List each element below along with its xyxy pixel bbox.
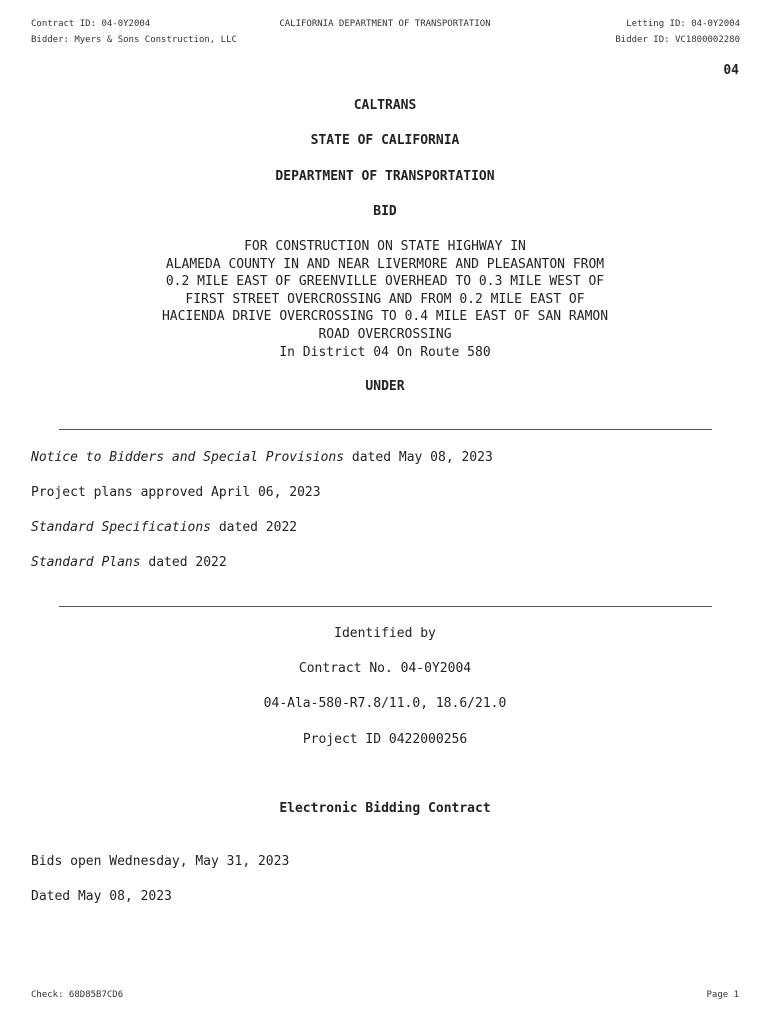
std-specs-date: dated 2022 <box>211 520 298 535</box>
divider <box>59 429 712 430</box>
description-line: FIRST STREET OVERCROSSING AND FROM 0.2 MILE EAST OF <box>185 291 585 307</box>
plans-reference: Project plans approved April 06, 2023 <box>31 485 321 500</box>
std-plans-date: dated 2022 <box>140 555 227 570</box>
bids-open-date: Bids open Wednesday, May 31, 2023 <box>31 854 290 869</box>
dated-line: Dated May 08, 2023 <box>31 889 172 904</box>
description-line: FOR CONSTRUCTION ON STATE HIGHWAY IN <box>244 239 526 254</box>
description-line: 0.2 MILE EAST OF GREENVILLE OVERHEAD TO 0.3 MILE WEST OF <box>165 274 605 290</box>
header-bidder: Bidder: Myers & Sons Construction, LLC <box>31 35 237 45</box>
title-state: STATE OF CALIFORNIA <box>310 133 460 148</box>
header-letting-id: Letting ID: 04-0Y2004 <box>626 19 740 29</box>
description-line: ALAMEDA COUNTY IN AND NEAR LIVERMORE AND PLEASANTON FROM <box>165 256 605 272</box>
under-heading: UNDER <box>365 379 405 394</box>
std-specs-title: Standard Specifications <box>31 520 212 535</box>
notice-date: dated May 08, 2023 <box>344 450 493 465</box>
page-number: Page 1 <box>706 990 739 1000</box>
std-plans-title: Standard Plans <box>31 555 141 570</box>
divider <box>59 606 712 607</box>
notice-reference <box>31 450 493 466</box>
std-specs-reference <box>31 520 297 536</box>
description-line: In District 04 On Route 580 <box>279 344 491 360</box>
title-caltrans: CALTRANS <box>353 98 417 113</box>
title-bid: BID <box>373 204 397 219</box>
header-agency: CALIFORNIA DEPARTMENT OF TRANSPORTATION <box>279 19 491 29</box>
identified-by: Identified by <box>334 626 436 641</box>
header-contract-id: Contract ID: 04-0Y2004 <box>31 19 151 29</box>
check-code: Check: 68D85B7CD6 <box>31 990 124 1000</box>
district-code: 04 <box>723 63 739 78</box>
contract-number: Contract No. 04-0Y2004 <box>298 661 472 676</box>
notice-title: Notice to Bidders and Special Provisions <box>31 450 345 465</box>
std-plans-reference <box>31 555 227 571</box>
contract-type: Electronic Bidding Contract <box>279 801 491 816</box>
title-department: DEPARTMENT OF TRANSPORTATION <box>275 169 495 184</box>
project-id: Project ID 0422000256 <box>302 732 468 747</box>
location-code: 04-Ala-580-R7.8/11.0, 18.6/21.0 <box>263 696 507 711</box>
project-description <box>0 238 770 361</box>
description-line: ROAD OVERCROSSING <box>318 326 452 342</box>
header-bidder-id: Bidder ID: VC1800002280 <box>615 35 740 45</box>
description-line: HACIENDA DRIVE OVERCROSSING TO 0.4 MILE EAST OF SAN RAMON <box>161 309 609 325</box>
